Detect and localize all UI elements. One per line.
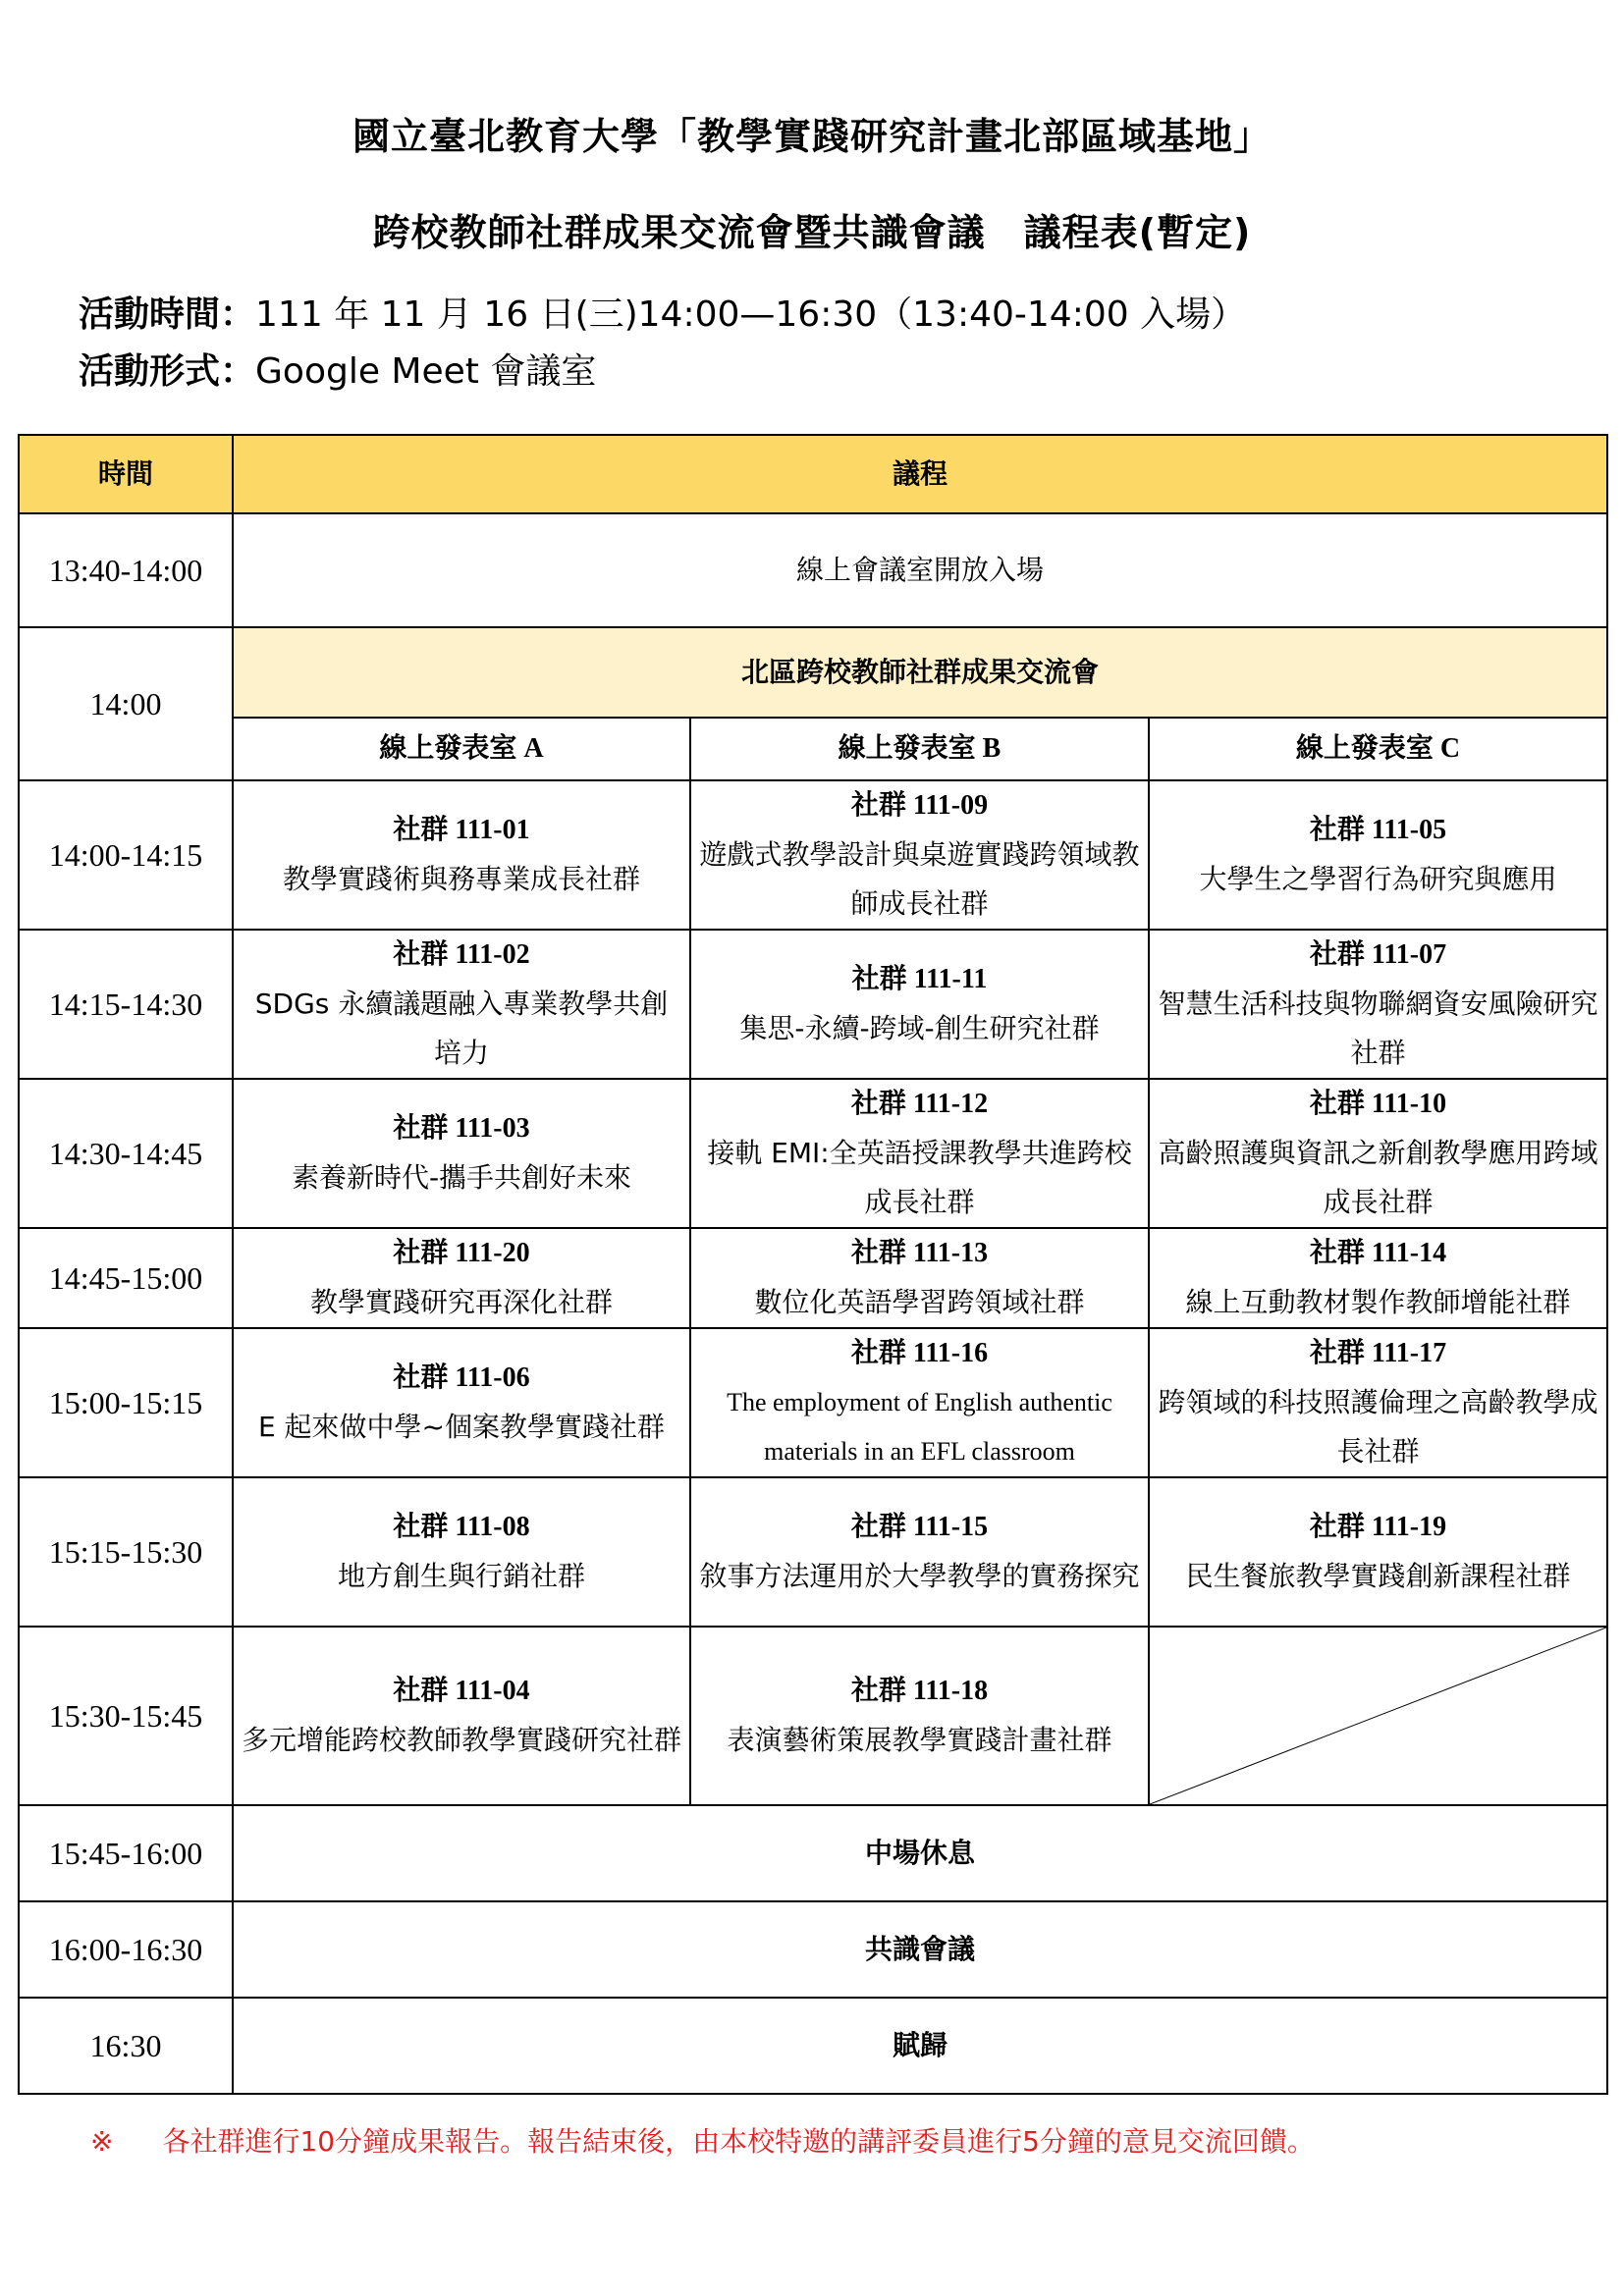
group-cell [690,1079,1149,1228]
footnote-text: 各社群進行10分鐘成果報告。報告結束後，由本校特邀的講評委員進行5分鐘的意見交流回饋。 [162,2125,1315,2158]
time-cell: 14:15-14:30 [19,930,233,1079]
event-format-value: Google Meet 會議室 [255,351,597,392]
time-cell: 16:00-16:30 [19,1901,233,1998]
time-cell: 14:00-14:15 [19,780,233,930]
group-cell [690,930,1149,1079]
page-subtitle: 跨校教師社群成果交流會暨共識會議 議程表(暫定) [372,211,1252,254]
table-row [19,1901,1607,1998]
group-name: 地方創生與行銷社群 [337,1560,585,1592]
table-row [19,1805,1607,1901]
table-row [19,1998,1607,2094]
group-id: 社群 111-20 [393,1238,530,1268]
group-cell [1149,930,1607,1079]
group-id: 社群 111-07 [1309,939,1447,970]
agenda-cell: 共識會議 [233,1901,1607,1998]
session-row [19,627,1607,718]
group-cell [233,930,690,1079]
event-format-label: 活動形式： [79,351,256,392]
group-name: 表演藝術策展教學實踐計畫社群 [727,1724,1112,1756]
group-name: 素養新時代-攜手共創好未來 [291,1161,632,1194]
group-id: 社群 111-02 [393,939,530,970]
group-id: 社群 111-14 [1309,1238,1447,1268]
time-cell: 14:30-14:45 [19,1079,233,1228]
group-id: 社群 111-08 [393,1512,530,1542]
group-cell [690,1477,1149,1627]
group-cell [233,780,690,930]
group-name: 接軌 EMI:全英語授課教學共進跨校成長社群 [707,1137,1132,1218]
room-row [19,718,1607,780]
group-name: 遊戲式教學設計與桌遊實踐跨領域教師成長社群 [699,838,1140,920]
group-id: 社群 111-05 [1309,815,1447,845]
group-id: 社群 111-10 [1309,1089,1447,1119]
group-id: 社群 111-11 [851,964,988,994]
agenda-cell: 線上會議室開放入場 [233,513,1607,627]
group-cell [1149,1079,1607,1228]
group-name: 線上互動教材製作教師增能社群 [1185,1286,1571,1318]
header-agenda: 議程 [233,435,1607,513]
group-cell [690,1228,1149,1328]
group-id: 社群 111-16 [850,1338,989,1368]
group-name: 集思-永續-跨域-創生研究社群 [739,1012,1100,1044]
time-cell: 15:15-15:30 [19,1477,233,1627]
group-name: 智慧生活科技與物聯網資安風險研究社群 [1158,988,1598,1069]
group-id: 社群 111-01 [393,815,530,845]
group-cell [1149,780,1607,930]
group-name: 民生餐旅教學實踐創新課程社群 [1185,1560,1571,1592]
group-cell [233,1477,690,1627]
group-name: 大學生之學習行為研究與應用 [1199,863,1557,895]
footnote [90,2120,1315,2160]
event-time [79,287,1246,337]
group-id: 社群 111-19 [1309,1512,1447,1542]
group-id: 社群 111-04 [393,1676,530,1706]
group-id: 社群 111-03 [393,1113,530,1144]
group-name: 數位化英語學習跨領域社群 [754,1286,1085,1318]
event-format [79,344,596,394]
page-title: 國立臺北教育大學「教學實踐研究計畫北部區域基地」 [352,115,1272,158]
agenda-table [18,434,1608,2095]
time-cell: 16:30 [19,1998,233,2094]
table-row [19,1627,1607,1805]
group-name: 高齡照護與資訊之新創教學應用跨域成長社群 [1158,1137,1598,1218]
time-cell: 14:45-15:00 [19,1228,233,1328]
table-header-row [19,435,1607,513]
event-time-value: 111 年 11 月 16 日(三)14:00—16:30（13:40-14:00 入場） [255,294,1247,335]
group-name: 跨領域的科技照護倫理之高齡教學成長社群 [1158,1386,1598,1468]
group-cell [1149,1328,1607,1477]
time-cell: 15:30-15:45 [19,1627,233,1805]
empty-diagonal-cell [1149,1627,1607,1805]
group-cell [233,1079,690,1228]
room-a: 線上發表室 A [233,718,690,780]
group-cell [690,1328,1149,1477]
time-cell: 15:00-15:15 [19,1328,233,1477]
group-id: 社群 111-12 [850,1089,989,1119]
header-time: 時間 [19,435,233,513]
room-b: 線上發表室 B [690,718,1149,780]
diagonal-line [1150,1628,1606,1804]
group-name: 多元增能跨校教師教學實踐研究社群 [242,1724,682,1756]
group-cell [690,1627,1149,1805]
table-row [19,1477,1607,1627]
group-name: 敘事方法運用於大學教學的實務探究 [699,1560,1140,1592]
group-name: E 起來做中學~個案教學實踐社群 [257,1411,666,1443]
table-row [19,513,1607,627]
group-id: 社群 111-09 [850,790,989,821]
time-cell: 15:45-16:00 [19,1805,233,1901]
group-id: 社群 111-17 [1309,1338,1447,1368]
room-c: 線上發表室 C [1149,718,1607,780]
group-id: 社群 111-13 [850,1238,989,1268]
table-row [19,1228,1607,1328]
group-cell [233,1228,690,1328]
group-cell [1149,1228,1607,1328]
group-name: 教學實踐研究再深化社群 [309,1286,613,1318]
agenda-cell: 中場休息 [233,1805,1607,1901]
group-cell [690,780,1149,930]
group-cell [233,1328,690,1477]
group-id: 社群 111-06 [393,1362,530,1393]
group-cell [233,1627,690,1805]
table-row [19,1328,1607,1477]
time-cell: 14:00 [19,627,233,780]
group-cell [1149,1477,1607,1627]
group-id: 社群 111-18 [850,1676,989,1706]
group-name: 教學實踐術與務專業成長社群 [282,863,640,895]
agenda-cell: 賦歸 [233,1998,1607,2094]
table-row [19,1079,1607,1228]
event-time-label: 活動時間： [79,294,256,335]
group-id: 社群 111-15 [850,1512,989,1542]
session-title: 北區跨校教師社群成果交流會 [233,627,1607,718]
table-row [19,930,1607,1079]
footnote-mark: ※ [90,2125,114,2158]
group-name: The employment of English authentic materials in an EFL classroom [727,1388,1112,1466]
group-name: SDGs 永續議題融入專業教學共創培力 [254,988,669,1069]
time-cell: 13:40-14:00 [19,513,233,627]
table-row [19,780,1607,930]
